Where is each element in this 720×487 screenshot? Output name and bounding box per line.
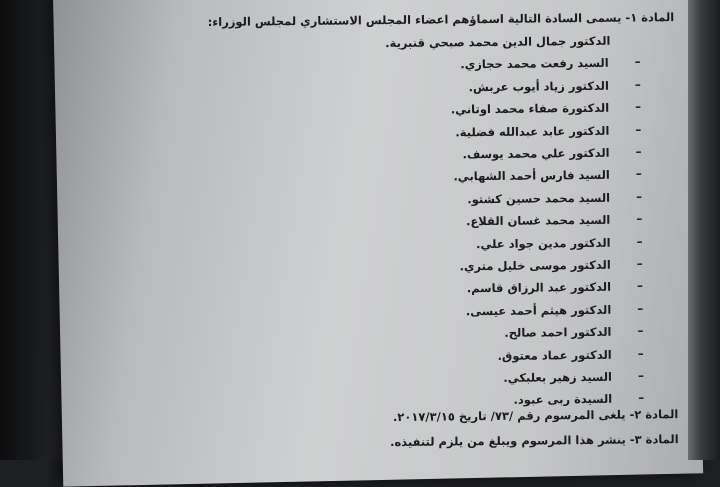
list-dash: –	[634, 77, 641, 92]
decree-text	[80, 0, 685, 466]
member-item	[460, 56, 608, 72]
member-item	[503, 370, 612, 385]
list-dash: –	[636, 211, 643, 226]
article-3: المادة ٣- ينشر هذا المرسوم ويبلغ من يلزم لتنفيذه.	[389, 432, 679, 450]
list-dash: –	[638, 390, 645, 405]
member-name: السيد فارس أحمد الشهابي.	[453, 168, 610, 184]
member-name: الدكتور علي محمد يوسف.	[462, 145, 610, 162]
member-name: السيد محمد غسان القلاع.	[465, 212, 611, 229]
article-1-heading: المادة ١- يسمى السادة التالية اسماؤهم اعضاء المجلس الاستشاري لمجلس الوزراء:	[207, 10, 675, 29]
member-item	[463, 146, 610, 162]
member-name: الدكتور زياد أيوب عربش.	[468, 78, 609, 95]
member-name: السيد محمد حسين كشتو.	[467, 190, 611, 207]
member-item	[385, 34, 610, 50]
member-item	[466, 303, 611, 319]
member-item	[453, 168, 610, 184]
member-item	[513, 392, 612, 407]
member-name: الدكتور هيثم أحمد عيسى.	[465, 302, 612, 319]
member-name: السيدة ربى عبود.	[513, 392, 613, 408]
list-dash: –	[637, 323, 644, 338]
member-name: الدكتور جمال الدين محمد صبحي قنبرية.	[385, 33, 611, 51]
member-name: السيد رفعت محمد حجازي.	[460, 56, 609, 72]
member-item	[504, 325, 611, 340]
list-dash: –	[635, 166, 642, 181]
list-dash: –	[637, 301, 644, 316]
list-dash: –	[634, 54, 641, 69]
list-dash: –	[636, 256, 643, 271]
member-name: الدكتورة صفاء محمد اوتاني.	[450, 100, 610, 117]
list-dash: –	[636, 278, 644, 293]
list-dash: –	[635, 99, 642, 114]
member-name: الدكتور احمد صالح.	[504, 324, 612, 341]
member-name: الدكتور موسى خليل متري.	[459, 257, 611, 274]
member-item	[467, 280, 611, 296]
member-name: السيد زهير بعلبكي.	[503, 369, 613, 385]
member-name: الدكتور عماد معتوق.	[497, 347, 612, 363]
member-item	[469, 79, 609, 94]
list-dash: –	[636, 233, 643, 249]
member-item	[451, 101, 609, 117]
member-name: الدكتور عابد عبدالله فضلية.	[455, 123, 610, 139]
member-item	[476, 235, 611, 250]
list-dash: –	[637, 368, 645, 383]
member-item	[466, 213, 610, 229]
list-dash: –	[635, 144, 642, 159]
list-dash: –	[635, 122, 642, 137]
member-item	[498, 347, 612, 362]
member-item	[455, 123, 609, 139]
article-2: المادة ٢- يلغى المرسوم رقم /٧٣/ تاريخ ٢٠١٧/٣/١٥.	[392, 407, 679, 425]
list-dash: –	[635, 189, 643, 204]
right-background-edge	[688, 0, 720, 460]
member-item	[467, 191, 610, 206]
member-name: الدكتور عبد الرزاق قاسم.	[466, 280, 612, 296]
list-dash: –	[637, 345, 644, 361]
member-name: الدكتور مدين جواد علي.	[476, 235, 611, 251]
member-item	[459, 258, 610, 274]
